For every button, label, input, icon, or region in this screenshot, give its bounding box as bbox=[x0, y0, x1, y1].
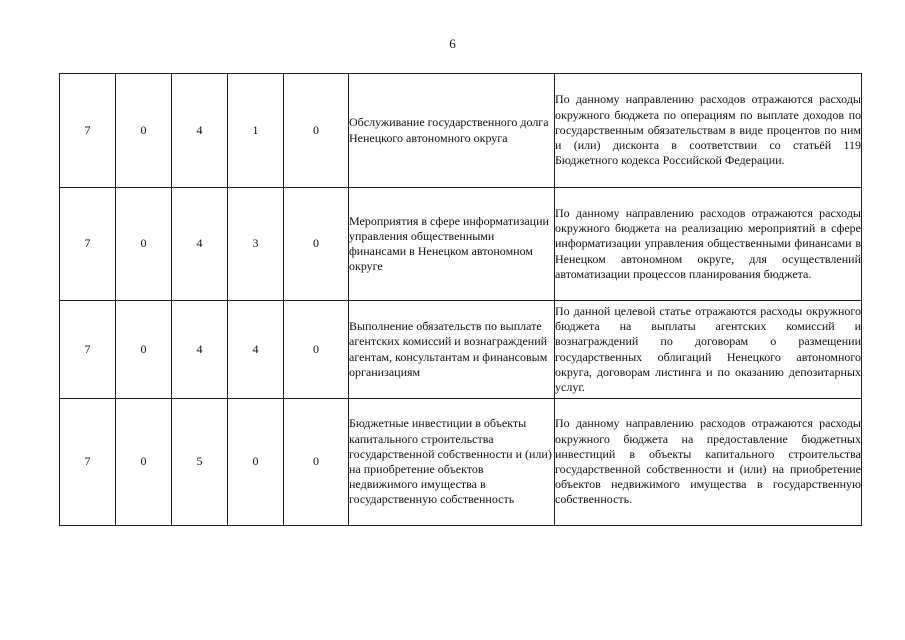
code-digit-4: 4 bbox=[228, 301, 284, 399]
code-digit-5: 0 bbox=[284, 301, 349, 399]
expense-description: По данной целевой статье отражаются расходы окружного бюджета на выплаты агентских комиссий и вознаграждений по договорам о размещении государственных облигаций Ненецкого автономного округа, договорам листинга и по оказанию депозитарных услуг. bbox=[555, 301, 862, 399]
code-digit-1: 7 bbox=[60, 188, 116, 301]
code-digit-4: 0 bbox=[228, 399, 284, 526]
expense-description: По данному направлению расходов отражаются расходы окружного бюджета на реализацию мероприятий в сфере информатизации управления общественными финансами в Ненецком автономном округе, для осуществлений автоматизации процессов планирования бюджета. bbox=[555, 188, 862, 301]
table-row bbox=[60, 188, 862, 301]
expense-name: Обслуживание государственного долга Ненецкого автономного округа bbox=[349, 74, 555, 188]
code-digit-2: 0 bbox=[116, 188, 172, 301]
code-digit-4: 1 bbox=[228, 74, 284, 188]
expense-name: Мероприятия в сфере информатизации управления общественными финансами в Ненецком автономном округе bbox=[349, 188, 555, 301]
code-digit-1: 7 bbox=[60, 399, 116, 526]
code-digit-2: 0 bbox=[116, 74, 172, 188]
table-row bbox=[60, 399, 862, 526]
code-digit-3: 5 bbox=[172, 399, 228, 526]
code-digit-2: 0 bbox=[116, 399, 172, 526]
code-digit-3: 4 bbox=[172, 188, 228, 301]
code-digit-3: 4 bbox=[172, 74, 228, 188]
page-number: 6 bbox=[449, 36, 456, 51]
code-digit-5: 0 bbox=[284, 188, 349, 301]
budget-classification-table bbox=[59, 73, 862, 526]
expense-name: Выполнение обязательств по выплате агентских комиссий и вознаграждений агентам, консультантам и финансовым организациям bbox=[349, 301, 555, 399]
code-digit-1: 7 bbox=[60, 74, 116, 188]
code-digit-5: 0 bbox=[284, 74, 349, 188]
expense-name: Бюджетные инвестиции в объекты капитального строительства государственной собственности и (или) на приобретение объектов недвижимого имущества в государственную собственность bbox=[349, 399, 555, 526]
code-digit-4: 3 bbox=[228, 188, 284, 301]
code-digit-1: 7 bbox=[60, 301, 116, 399]
code-digit-5: 0 bbox=[284, 399, 349, 526]
code-digit-2: 0 bbox=[116, 301, 172, 399]
table-row bbox=[60, 301, 862, 399]
expense-description: По данному направлению расходов отражаются расходы окружного бюджета по операциям по выплате доходов по государственным обязательствам в виде процентов по ним и (или) дисконта в соответствии со статьёй 119 Бюджетного кодекса Российской Федерации. bbox=[555, 74, 862, 188]
code-digit-3: 4 bbox=[172, 301, 228, 399]
table-row bbox=[60, 74, 862, 188]
expense-description: По данному направлению расходов отражаются расходы окружного бюджета на предоставление бюджетных инвестиций в объекты капитального строительства государственной собственности и (или) на приобретение объектов недвижимого имущества в государственную собственность. bbox=[555, 399, 862, 526]
